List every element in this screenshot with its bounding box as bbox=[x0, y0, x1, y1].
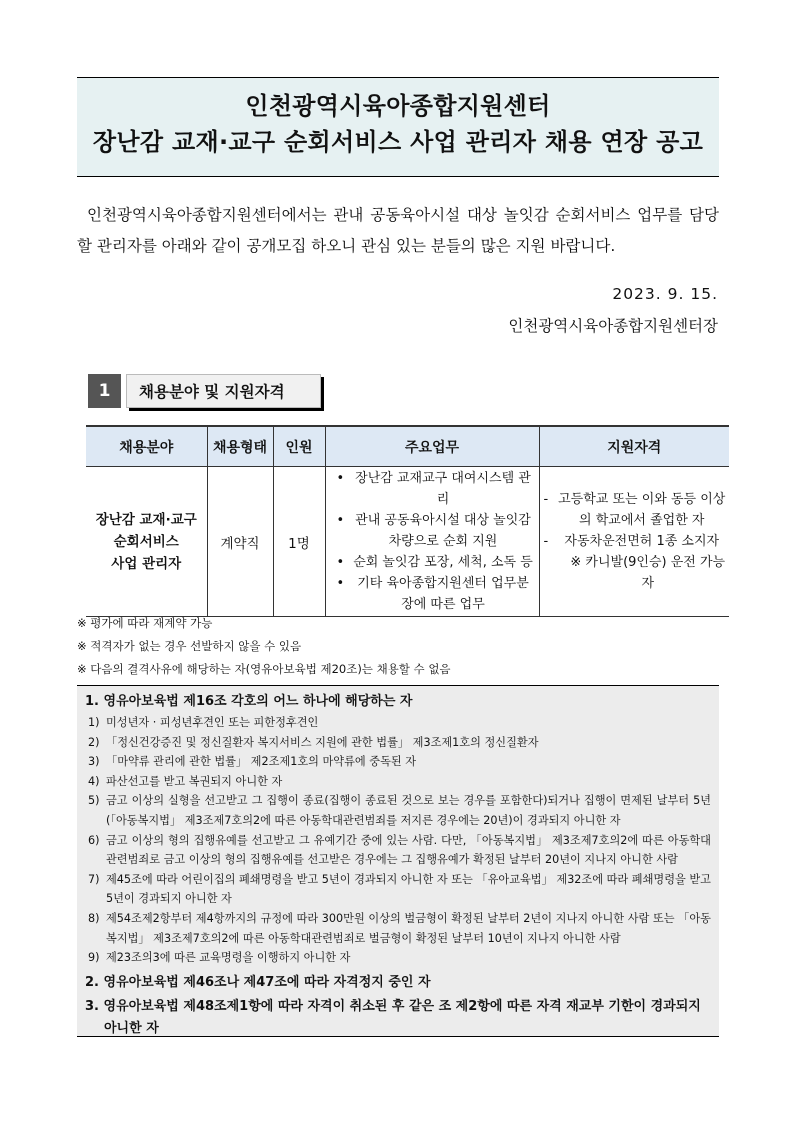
intro-paragraph bbox=[77, 200, 719, 262]
item-number: 3) bbox=[88, 755, 100, 769]
header-qualifications: 지원자격 bbox=[539, 426, 729, 467]
duty-item: • 기타 육아종합지원센터 업무분장에 따른 업무 bbox=[337, 573, 534, 615]
cell-headcount: 1명 bbox=[273, 467, 325, 617]
disqualification-list bbox=[85, 713, 711, 968]
list-item bbox=[85, 733, 711, 753]
list-item bbox=[85, 948, 711, 968]
table-row bbox=[86, 467, 729, 617]
qualification-list bbox=[541, 489, 729, 594]
item-number: 9) bbox=[88, 951, 100, 965]
notice-date: 2023. 9. 15. bbox=[612, 285, 718, 303]
title-notice: 장난감 교재·교구 순회서비스 사업 관리자 채용 연장 공고 bbox=[92, 128, 704, 156]
section-heading bbox=[88, 374, 321, 408]
list-item bbox=[85, 791, 711, 830]
disqualification-heading-2: 2. 영유아보육법 제46조나 제47조에 따라 자격정지 중인 자 bbox=[85, 974, 431, 990]
qualification-item: - 고등학교 또는 이와 동등 이상의 학교에서 졸업한 자 bbox=[544, 489, 727, 531]
field-line: 장난감 교재·교구 bbox=[95, 511, 197, 528]
item-text: 제45조에 따라 어린이집의 폐쇄명령을 받고 5년이 경과되지 아니한 자 또는 「유아교육법」 제32조에 따라 폐쇄명령을 받고 5년이 경과되지 아니한 자 bbox=[106, 872, 711, 906]
title-box bbox=[77, 77, 719, 177]
disqualification-box bbox=[77, 685, 719, 1037]
duty-list bbox=[327, 468, 538, 615]
item-number: 8) bbox=[88, 911, 100, 925]
item-text: 「정신건강증진 및 정신질환자 복지서비스 지원에 관한 법률」 제3조제1호의 정신질환자 bbox=[106, 735, 539, 749]
item-number: 1) bbox=[88, 716, 100, 729]
list-item bbox=[85, 870, 711, 909]
duty-item: • 장난감 교재교구 대여시스템 관리 bbox=[337, 468, 534, 510]
cell-qualifications bbox=[539, 467, 729, 617]
header-headcount: 인원 bbox=[273, 426, 325, 467]
section-title: 채용분야 및 지원자격 bbox=[126, 374, 321, 408]
notes bbox=[77, 612, 451, 681]
note-item: ※ 적격자가 없는 경우 선발하지 않을 수 있음 bbox=[77, 639, 302, 653]
intro-text: 인천광역시육아종합지원센터에서는 관내 공동육아시설 대상 놀잇감 순회서비스 업무를 담당할 관리자를 아래와 같이 공개모집 하오니 관심 있는 분들의 많은 지원 바랍니다. bbox=[77, 206, 719, 255]
cell-duties bbox=[325, 467, 539, 617]
disqualification-heading-1: 1. 영유아보육법 제16조 각호의 어느 하나에 해당하는 자 bbox=[85, 694, 413, 709]
recruitment-table bbox=[86, 425, 729, 617]
list-item bbox=[85, 831, 711, 870]
table-header-row bbox=[86, 426, 729, 467]
cell-field bbox=[86, 467, 207, 617]
item-number: 2) bbox=[88, 735, 100, 749]
field-line: 순회서비스 bbox=[113, 533, 179, 550]
title-organization: 인천광역시육아종합지원센터 bbox=[245, 92, 551, 120]
disqualification-heading-3: 3. 영유아보육법 제48조제1항에 따라 자격이 취소된 후 같은 조 제2항에 따른 자격 재교부 기한이 경과되지 아니한 자 bbox=[85, 998, 701, 1036]
list-item bbox=[85, 909, 711, 948]
section-number: 1 bbox=[88, 374, 121, 408]
note-item: ※ 평가에 따라 재계약 가능 bbox=[77, 616, 213, 630]
item-text: 「마약류 관리에 관한 법률」 제2조제1호의 마약류에 중독된 자 bbox=[106, 755, 417, 769]
item-text: 제54조제2항부터 제4항까지의 규정에 따라 300만원 이상의 벌금형이 확정된 날부터 2년이 지나지 아니한 사람 또는 「아동복지법」 제3조제7호의2에 따른 아동학대관련범죄로 벌금형이 확정된 날부터 10년이 지나지 아니한 사람 bbox=[106, 911, 711, 945]
note-item: ※ 다음의 결격사유에 해당하는 자(영유아보육법 제20조)는 채용할 수 없음 bbox=[77, 662, 451, 676]
qualification-note: ※ 카니발(9인승) 운전 가능자 bbox=[570, 555, 726, 591]
signature: 인천광역시육아종합지원센터장 bbox=[508, 317, 718, 335]
cell-employment-type: 계약직 bbox=[207, 467, 273, 617]
list-item bbox=[85, 752, 711, 772]
duty-item: • 관내 공동육아시설 대상 놀잇감 차량으로 순회 지원 bbox=[337, 510, 534, 552]
list-item bbox=[85, 713, 711, 733]
item-text: 미성년자 · 피성년후견인 또는 피한정후견인 bbox=[106, 716, 319, 729]
item-text: 금고 이상의 실형을 선고받고 그 집행이 종료(집행이 종료된 것으로 보는 경우를 포함한다)되거나 집행이 면제된 날부터 5년(「아동복지법」 제3조제7호의2에 따른 아동학대관련범죄를 저지른 경우에는 20년)이 경과되지 아니한 자 bbox=[106, 794, 711, 827]
item-text: 금고 이상의 형의 집행유예를 선고받고 그 유예기간 중에 있는 사람. 다만, 「아동복지법」 제3조제7호의2에 따른 아동학대관련범죄로 금고 이상의 형의 집행유예를 선고받은 경우에는 그 집행유예가 확정된 날부터 20년이 지나지 아니한 사람 bbox=[106, 833, 711, 867]
item-number: 4) bbox=[88, 774, 100, 788]
header-duties: 주요업무 bbox=[325, 426, 539, 467]
header-field: 채용분야 bbox=[86, 426, 207, 467]
field-line: 사업 관리자 bbox=[111, 555, 182, 572]
item-text: 파산선고를 받고 복권되지 아니한 자 bbox=[106, 774, 283, 788]
list-item bbox=[85, 772, 711, 792]
qualification-item: - 자동차운전면허 1종 소지자 bbox=[544, 531, 727, 552]
item-number: 5) bbox=[88, 794, 100, 808]
duty-item: • 순회 놀잇감 포장, 세척, 소독 등 bbox=[337, 552, 534, 573]
item-number: 7) bbox=[88, 872, 100, 886]
item-number: 6) bbox=[88, 833, 100, 847]
header-employment-type: 채용형태 bbox=[207, 426, 273, 467]
item-text: 제23조의3에 따른 교육명령을 이행하지 아니한 자 bbox=[106, 951, 351, 965]
